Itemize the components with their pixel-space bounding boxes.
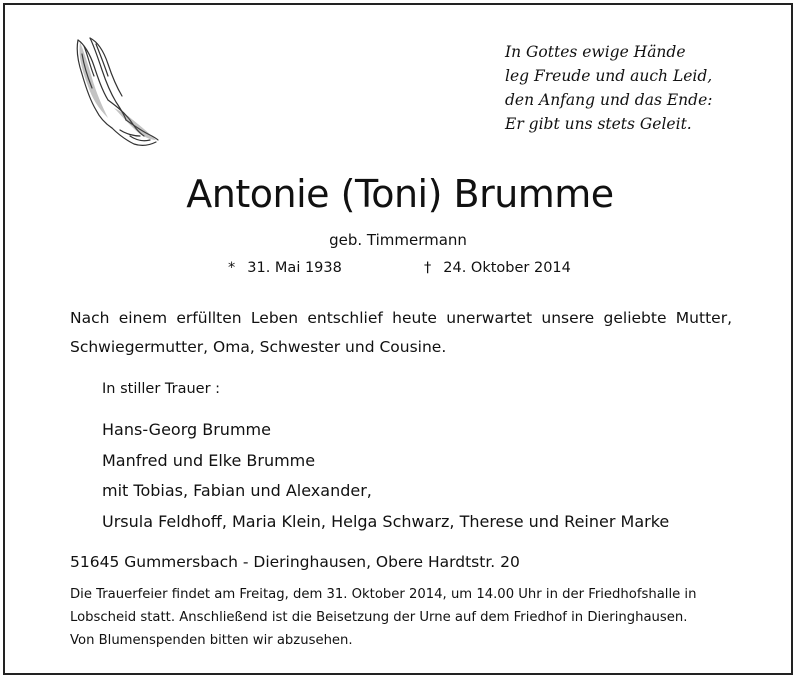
verse	[505, 40, 745, 136]
mourning-label: In stiller Trauer :	[102, 381, 221, 397]
death-date: 24. Oktober 2014	[443, 260, 571, 276]
verse-line: den Anfang und das Ende:	[505, 91, 713, 109]
verse-line: In Gottes ewige Hände	[505, 43, 686, 61]
mourners-list	[102, 415, 669, 537]
mourner-line: Manfred und Elke Brumme	[102, 450, 316, 470]
details-line: Die Trauerfeier findet am Freitag, dem 31. Oktober 2014, um 14.00 Uhr in der Friedhofshalle in	[70, 587, 697, 602]
funeral-details	[70, 583, 732, 652]
death-date-line	[424, 260, 571, 276]
announcement-text: Nach einem erfüllten Leben entschlief heute unerwartet unsere geliebte Mutter, Schwiegermutter, Oma, Schwester und Cousine.	[70, 309, 732, 356]
birth-date: 31. Mai 1938	[247, 260, 342, 276]
verse-line: leg Freude und auch Leid,	[505, 67, 713, 85]
mourner-line: mit Tobias, Fabian und Alexander,	[102, 481, 372, 500]
birth-date-line	[228, 260, 342, 276]
details-line: Lobscheid statt. Anschließend ist die Beisetzung der Urne auf dem Friedhof in Dieringhausen.	[70, 610, 688, 625]
birth-star-icon: *	[228, 260, 236, 276]
praying-hands-icon	[64, 36, 160, 152]
details-line: Von Blumenspenden bitten wir abzusehen.	[70, 633, 353, 648]
birth-name: geb. Timmermann	[329, 231, 467, 249]
death-cross-icon: †	[424, 260, 432, 276]
address: 51645 Gummersbach - Dieringhausen, Obere Hardtstr. 20	[70, 553, 520, 571]
mourner-line: Hans-Georg Brumme	[102, 420, 271, 439]
deceased-name: Antonie (Toni) Brumme	[186, 172, 614, 216]
mourner-line: Ursula Feldhoff, Maria Klein, Helga Schwarz, Therese und Reiner Marke	[102, 511, 670, 531]
verse-line: Er gibt uns stets Geleit.	[505, 115, 692, 133]
